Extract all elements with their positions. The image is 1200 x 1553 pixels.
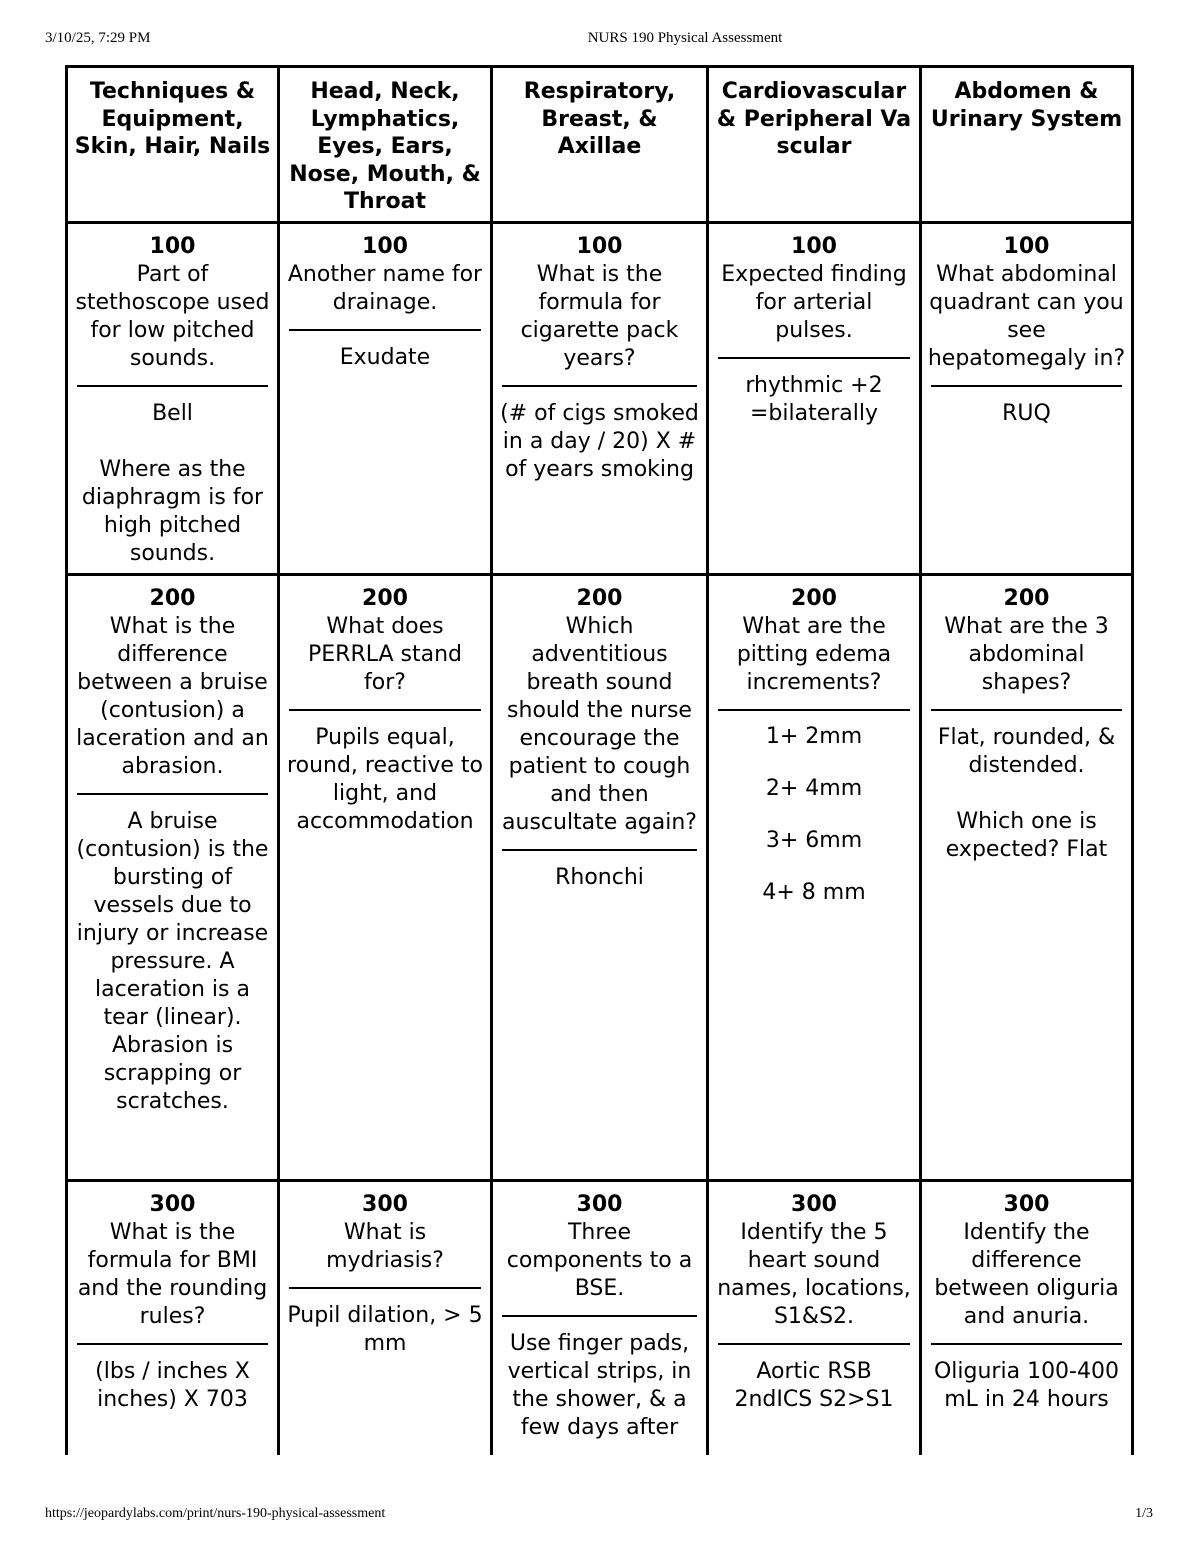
clue-cell — [709, 233, 919, 428]
clue-cell — [280, 585, 490, 836]
clue-points: 200 — [149, 586, 196, 611]
clue-cell — [68, 233, 277, 568]
divider — [289, 329, 481, 331]
clue-cell — [493, 1191, 706, 1442]
clue-answer: rhythmic +2 =bilaterally — [745, 373, 883, 426]
divider — [718, 1343, 910, 1345]
divider — [289, 709, 481, 711]
clue-question: Part of stethoscope used for low pitched sounds. — [75, 262, 270, 371]
clue-points: 300 — [1003, 1192, 1050, 1217]
category-header: Respiratory, Breast, & Axillae — [523, 79, 676, 159]
clue-answer: A bruise (contusion) is the bursting of vessels due to injury or increase pressure. A laceration is a tear (linear). Abrasion is scrapping or scratches. — [76, 809, 269, 1114]
divider — [289, 1287, 481, 1289]
divider — [77, 1343, 268, 1345]
clue-question: Identify the 5 heart sound names, locations, S1&S2. — [717, 1220, 911, 1329]
category-header: Abdomen & Urinary System — [930, 79, 1123, 132]
clue-points: 300 — [576, 1192, 623, 1217]
clue-cell — [922, 585, 1131, 864]
divider — [77, 793, 268, 795]
divider — [502, 849, 697, 851]
clue-question: What is the formula for BMI and the rounding rules? — [77, 1220, 268, 1329]
clue-question: What does PERRLA stand for? — [307, 614, 463, 695]
clue-answer: Flat, rounded, & distended. Which one is expected? Flat — [937, 725, 1116, 862]
clue-points: 100 — [791, 234, 837, 259]
clue-cell — [68, 1191, 277, 1414]
clue-points: 200 — [576, 586, 623, 611]
clue-question: What is the difference between a bruise (contusion) a laceration and an abrasion. — [76, 614, 269, 779]
clue-answer: Pupils equal, round, reactive to light, and accommodation — [287, 725, 483, 834]
clue-cell — [922, 233, 1131, 428]
clue-question: What is mydriasis? — [326, 1220, 444, 1273]
clue-points: 200 — [791, 586, 837, 611]
divider — [931, 709, 1122, 711]
divider — [718, 709, 910, 711]
clue-answer: RUQ — [1002, 401, 1051, 426]
divider — [931, 385, 1122, 387]
print-datetime: 3/10/25, 7:29 PM — [45, 30, 151, 46]
clue-answer: Aortic RSB 2ndICS S2>S1 — [734, 1359, 894, 1412]
clue-cell — [280, 233, 490, 372]
clue-question: Another name for drainage. — [287, 262, 483, 315]
clue-question: Which adventitious breath sound should the nurse encourage the patient to cough and then auscultate again? — [502, 614, 697, 835]
clue-answer: (lbs / inches X inches) X 703 — [95, 1359, 250, 1412]
divider — [931, 1343, 1122, 1345]
clue-points: 100 — [149, 234, 196, 259]
footer-url: https://jeopardylabs.com/print/nurs-190-physical-assessment — [45, 1506, 386, 1521]
clue-points: 300 — [149, 1192, 196, 1217]
grid-line — [65, 1179, 1134, 1182]
clue-points: 100 — [576, 234, 623, 259]
clue-points: 100 — [362, 234, 408, 259]
clue-question: What is the formula for cigarette pack years? — [520, 262, 679, 371]
clue-cell — [709, 1191, 919, 1414]
clue-cell — [709, 585, 919, 906]
clue-answer: Rhonchi — [555, 865, 644, 890]
clue-points: 100 — [1003, 234, 1050, 259]
clue-question: Three components to a BSE. — [506, 1220, 693, 1301]
page-title: NURS 190 Physical Assessment — [587, 30, 783, 46]
grid-line — [65, 573, 1134, 576]
clue-question: Identify the difference between oliguria and anuria. — [934, 1220, 1119, 1329]
clue-points: 300 — [362, 1192, 408, 1217]
clue-cell — [493, 585, 706, 892]
grid-line — [65, 221, 1134, 224]
clue-points: 200 — [362, 586, 408, 611]
category-header: Cardiovascular & Peripheral Vascular — [716, 79, 912, 159]
category-header: Techniques & Equipment, Skin, Hair, Nails — [74, 79, 271, 159]
divider — [502, 1315, 697, 1317]
clue-question: What abdominal quadrant can you see hepatomegaly in? — [927, 262, 1126, 371]
clue-answer: Bell Where as the diaphragm is for high pitched sounds. — [81, 401, 264, 566]
clue-question: Expected finding for arterial pulses. — [721, 262, 907, 343]
jeopardy-board — [65, 65, 1134, 1455]
divider — [77, 385, 268, 387]
category-header: Head, Neck, Lymphatics, Eyes, Ears, Nose, Mouth, & Throat — [289, 79, 481, 214]
clue-question: What are the 3 abdominal shapes? — [944, 614, 1109, 695]
grid-line — [1131, 65, 1134, 1455]
clue-answer: (# of cigs smoked in a day / 20) X # of years smoking — [500, 401, 699, 482]
clue-cell — [280, 1191, 490, 1358]
clue-answer: Oliguria 100-400 mL in 24 hours — [933, 1359, 1119, 1412]
clue-answer: 1+ 2mm 2+ 4mm 3+ 6mm 4+ 8 mm — [762, 724, 866, 905]
clue-points: 200 — [1003, 586, 1050, 611]
clue-points: 300 — [791, 1192, 837, 1217]
divider — [502, 385, 697, 387]
clue-cell — [68, 585, 277, 1116]
clue-answer: Use finger pads, vertical strips, in the shower, & a few days after — [507, 1331, 692, 1440]
clue-answer: Pupil dilation, > 5 mm — [287, 1303, 483, 1356]
clue-cell — [493, 233, 706, 484]
clue-cell — [922, 1191, 1131, 1414]
page-number: 1/3 — [1135, 1506, 1153, 1521]
divider — [718, 357, 910, 359]
clue-question: What are the pitting edema increments? — [736, 614, 892, 695]
clue-answer: Exudate — [339, 345, 431, 370]
